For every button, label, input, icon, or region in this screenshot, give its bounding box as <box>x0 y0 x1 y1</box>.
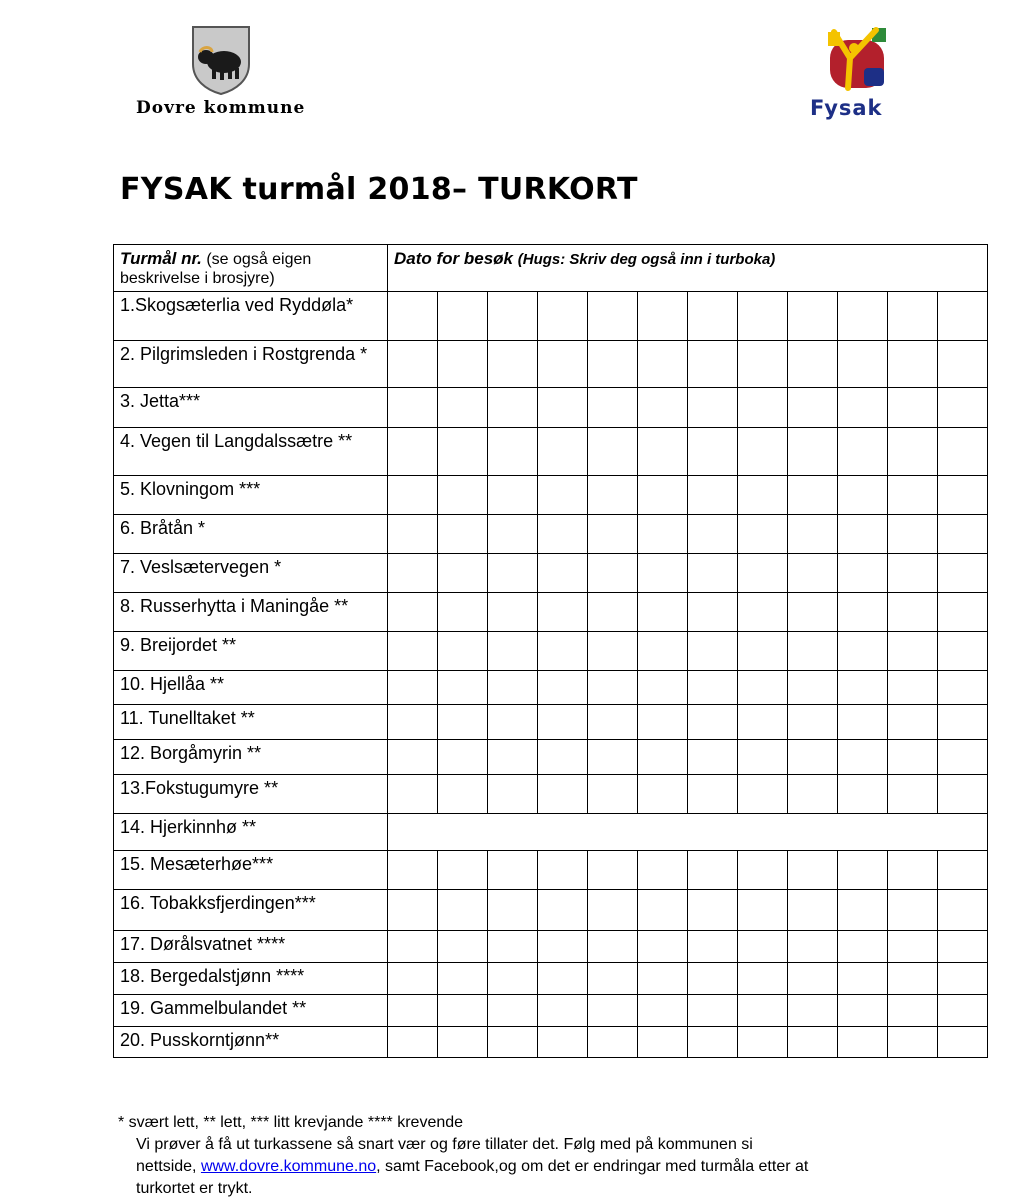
date-cell[interactable] <box>938 671 988 705</box>
date-cell[interactable] <box>888 890 938 931</box>
date-cell[interactable] <box>588 851 638 890</box>
date-cell[interactable] <box>588 740 638 775</box>
date-cell[interactable] <box>588 931 638 963</box>
date-cell[interactable] <box>738 963 788 995</box>
table-row <box>114 428 988 476</box>
date-cell[interactable] <box>838 775 888 814</box>
date-cell[interactable] <box>538 775 588 814</box>
turmal-label: 12. Borgåmyrin ** <box>114 740 388 775</box>
date-cell[interactable] <box>638 632 688 671</box>
date-cell[interactable] <box>388 740 438 775</box>
date-cell[interactable] <box>388 775 438 814</box>
date-cell[interactable] <box>888 1027 938 1058</box>
date-cell[interactable] <box>938 554 988 593</box>
date-cell[interactable] <box>438 428 488 476</box>
footer-line-3: turkortet er trykt. <box>136 1180 253 1197</box>
fysak-figure-icon <box>824 26 890 92</box>
date-cell[interactable] <box>888 515 938 554</box>
date-cell[interactable] <box>388 995 438 1027</box>
date-cell[interactable] <box>738 851 788 890</box>
date-cell[interactable] <box>738 995 788 1027</box>
turmal-label: 13.Fokstugumyre ** <box>114 775 388 814</box>
date-cell[interactable] <box>588 995 638 1027</box>
table-row <box>114 515 988 554</box>
date-cell[interactable] <box>538 851 588 890</box>
date-cell[interactable] <box>688 1027 738 1058</box>
date-cell[interactable] <box>688 388 738 428</box>
date-cell[interactable] <box>488 890 538 931</box>
date-cell[interactable] <box>488 476 538 515</box>
dovre-kommune-text: Dovre kommune <box>136 98 306 118</box>
date-cell[interactable] <box>688 632 738 671</box>
date-cell[interactable] <box>788 775 838 814</box>
date-cell[interactable] <box>888 476 938 515</box>
date-cell[interactable] <box>938 890 988 931</box>
date-cell[interactable] <box>788 554 838 593</box>
date-cell[interactable] <box>588 775 638 814</box>
date-cell[interactable] <box>388 671 438 705</box>
date-cell[interactable] <box>488 593 538 632</box>
date-cell[interactable] <box>938 515 988 554</box>
date-cell[interactable] <box>838 995 888 1027</box>
date-cell[interactable] <box>738 341 788 388</box>
turmal-label: 18. Bergedalstjønn **** <box>114 963 388 995</box>
date-cell[interactable] <box>438 851 488 890</box>
turmal-label: 20. Pusskorntjønn** <box>114 1027 388 1058</box>
date-cell[interactable] <box>838 740 888 775</box>
date-cell[interactable] <box>588 963 638 995</box>
date-cell[interactable] <box>688 515 738 554</box>
table-row <box>114 740 988 775</box>
date-cell[interactable] <box>638 740 688 775</box>
date-cell[interactable] <box>588 1027 638 1058</box>
date-cell[interactable] <box>738 388 788 428</box>
date-cell[interactable] <box>438 388 488 428</box>
col-header-dato <box>388 245 988 292</box>
date-cell[interactable] <box>438 632 488 671</box>
date-cell[interactable] <box>738 890 788 931</box>
date-cell[interactable] <box>638 388 688 428</box>
date-cell[interactable] <box>638 931 688 963</box>
table-row <box>114 814 988 851</box>
date-cell[interactable] <box>788 705 838 740</box>
date-cell[interactable] <box>838 554 888 593</box>
date-cell[interactable] <box>388 632 438 671</box>
turmal-label: 9. Breijordet ** <box>114 632 388 671</box>
date-cell[interactable] <box>488 705 538 740</box>
date-cell[interactable] <box>638 515 688 554</box>
date-cell[interactable] <box>888 554 938 593</box>
date-cell[interactable] <box>688 292 738 341</box>
date-cell[interactable] <box>388 1027 438 1058</box>
date-cell[interactable] <box>888 388 938 428</box>
date-cell[interactable] <box>888 292 938 341</box>
date-cell[interactable] <box>438 775 488 814</box>
date-cell[interactable] <box>438 995 488 1027</box>
date-cell[interactable] <box>838 1027 888 1058</box>
date-cell[interactable] <box>738 931 788 963</box>
date-cell[interactable] <box>838 515 888 554</box>
date-cell[interactable] <box>388 705 438 740</box>
date-cell[interactable] <box>488 632 538 671</box>
date-cell[interactable] <box>388 963 438 995</box>
date-cell[interactable] <box>888 995 938 1027</box>
date-cell[interactable] <box>638 890 688 931</box>
turmal-label: 17. Dørålsvatnet **** <box>114 931 388 963</box>
date-cell[interactable] <box>638 705 688 740</box>
date-cell[interactable] <box>388 931 438 963</box>
table-row <box>114 851 988 890</box>
table-row <box>114 632 988 671</box>
date-cell[interactable] <box>438 890 488 931</box>
date-cell[interactable] <box>638 476 688 515</box>
col-header-turmal-bold: Turmål nr. <box>120 249 202 268</box>
date-cell[interactable] <box>488 388 538 428</box>
date-cell[interactable] <box>688 963 738 995</box>
date-cell[interactable] <box>488 995 538 1027</box>
date-cell[interactable] <box>738 671 788 705</box>
date-cell[interactable] <box>738 632 788 671</box>
date-cell[interactable] <box>738 775 788 814</box>
date-cell[interactable] <box>688 554 738 593</box>
date-cell[interactable] <box>788 963 838 995</box>
date-cell[interactable] <box>538 341 588 388</box>
date-cell[interactable] <box>538 593 588 632</box>
date-cell[interactable] <box>538 476 588 515</box>
date-cell[interactable] <box>838 476 888 515</box>
date-cell[interactable] <box>588 632 638 671</box>
date-cell[interactable] <box>388 341 438 388</box>
date-cell[interactable] <box>488 515 538 554</box>
date-cell[interactable] <box>788 341 838 388</box>
date-cell[interactable] <box>938 931 988 963</box>
date-cell[interactable] <box>938 705 988 740</box>
date-cell[interactable] <box>888 740 938 775</box>
date-cell[interactable] <box>838 341 888 388</box>
table-row <box>114 671 988 705</box>
date-cell[interactable] <box>438 341 488 388</box>
date-cell[interactable] <box>738 1027 788 1058</box>
col-header-turmal-rest: (se også eigen beskrivelse i brosjyre) <box>120 251 312 287</box>
date-cell[interactable] <box>538 292 588 341</box>
date-cell[interactable] <box>888 671 938 705</box>
date-cell[interactable] <box>938 593 988 632</box>
date-cell[interactable] <box>838 851 888 890</box>
date-cell[interactable] <box>588 292 638 341</box>
date-cell[interactable] <box>638 671 688 705</box>
table-row <box>114 1027 988 1058</box>
date-cell[interactable] <box>438 1027 488 1058</box>
date-cell[interactable] <box>738 740 788 775</box>
date-cell[interactable] <box>438 476 488 515</box>
col-header-dato-bold: Dato for besøk <box>394 249 514 268</box>
turmal-label: 2. Pilgrimsleden i Rostgrenda * <box>114 341 388 388</box>
date-cell[interactable] <box>788 740 838 775</box>
table-header-row <box>114 245 988 292</box>
date-cell[interactable] <box>838 388 888 428</box>
date-cell[interactable] <box>738 476 788 515</box>
date-cell[interactable] <box>538 388 588 428</box>
turmal-label: 6. Bråtån * <box>114 515 388 554</box>
turmal-label: 5. Klovningom *** <box>114 476 388 515</box>
date-cell[interactable] <box>738 705 788 740</box>
date-cell[interactable] <box>838 705 888 740</box>
date-cell[interactable] <box>838 428 888 476</box>
date-cell[interactable] <box>588 428 638 476</box>
date-cell[interactable] <box>488 292 538 341</box>
date-cell[interactable] <box>538 428 588 476</box>
date-cell[interactable] <box>688 851 738 890</box>
date-cell[interactable] <box>588 671 638 705</box>
date-cell[interactable] <box>688 593 738 632</box>
turmal-label: 16. Tobakksfjerdingen*** <box>114 890 388 931</box>
date-cell[interactable] <box>488 1027 538 1058</box>
date-cell[interactable] <box>688 476 738 515</box>
date-cell[interactable] <box>938 388 988 428</box>
date-cell[interactable] <box>738 428 788 476</box>
date-cell[interactable] <box>438 931 488 963</box>
date-cell[interactable] <box>888 428 938 476</box>
turkort-table <box>113 244 988 1058</box>
date-cell[interactable] <box>538 890 588 931</box>
footer-line-1: Vi prøver å få ut turkassene så snart vær og føre tillater det. Følg med på kommunen si <box>136 1136 753 1153</box>
date-cell[interactable] <box>388 890 438 931</box>
date-cell[interactable] <box>538 554 588 593</box>
date-cell[interactable] <box>788 1027 838 1058</box>
date-cell[interactable] <box>788 593 838 632</box>
date-cell[interactable] <box>538 705 588 740</box>
date-cell[interactable] <box>938 740 988 775</box>
date-cell[interactable] <box>588 890 638 931</box>
date-cell[interactable] <box>638 554 688 593</box>
table-row <box>114 388 988 428</box>
turmal-label: 11. Tunelltaket ** <box>114 705 388 740</box>
date-cell[interactable] <box>638 428 688 476</box>
turmal-label: 19. Gammelbulandet ** <box>114 995 388 1027</box>
date-cell[interactable] <box>588 476 638 515</box>
date-cell[interactable] <box>638 963 688 995</box>
date-cell[interactable] <box>738 515 788 554</box>
date-cell[interactable] <box>938 476 988 515</box>
col-header-turmal <box>114 245 388 292</box>
date-cell[interactable] <box>938 1027 988 1058</box>
date-cell[interactable] <box>788 851 838 890</box>
date-cell[interactable] <box>938 632 988 671</box>
date-cell[interactable] <box>438 705 488 740</box>
footer-line-2-post: , samt Facebook,og om det er endringar med turmåla etter at <box>376 1158 809 1175</box>
date-cell[interactable] <box>638 995 688 1027</box>
turmal-label: 7. Veslsætervegen * <box>114 554 388 593</box>
date-cell[interactable] <box>488 740 538 775</box>
date-cell[interactable] <box>938 995 988 1027</box>
turmal-label: 14. Hjerkinnhø ** <box>114 814 388 851</box>
date-cell[interactable] <box>788 890 838 931</box>
date-cell[interactable] <box>538 931 588 963</box>
date-cell[interactable] <box>638 775 688 814</box>
date-cell[interactable] <box>888 593 938 632</box>
date-cell[interactable] <box>788 931 838 963</box>
date-cell[interactable] <box>488 775 538 814</box>
merged-date-cell[interactable] <box>388 814 988 851</box>
date-cell[interactable] <box>388 515 438 554</box>
date-cell[interactable] <box>588 341 638 388</box>
date-cell[interactable] <box>588 705 638 740</box>
date-cell[interactable] <box>938 292 988 341</box>
date-cell[interactable] <box>788 476 838 515</box>
fysak-text: Fysak <box>810 96 883 120</box>
date-cell[interactable] <box>688 428 738 476</box>
date-cell[interactable] <box>788 671 838 705</box>
date-cell[interactable] <box>638 292 688 341</box>
date-cell[interactable] <box>838 890 888 931</box>
date-cell[interactable] <box>888 632 938 671</box>
date-cell[interactable] <box>638 593 688 632</box>
date-cell[interactable] <box>638 1027 688 1058</box>
date-cell[interactable] <box>888 341 938 388</box>
table-row <box>114 554 988 593</box>
table-row <box>114 292 988 341</box>
date-cell[interactable] <box>638 341 688 388</box>
date-cell[interactable] <box>788 292 838 341</box>
date-cell[interactable] <box>688 995 738 1027</box>
date-cell[interactable] <box>488 851 538 890</box>
date-cell[interactable] <box>888 851 938 890</box>
date-cell[interactable] <box>888 775 938 814</box>
turmal-label: 8. Russerhytta i Maningåe ** <box>114 593 388 632</box>
turmal-label: 10. Hjellåa ** <box>114 671 388 705</box>
date-cell[interactable] <box>688 341 738 388</box>
date-cell[interactable] <box>938 851 988 890</box>
date-cell[interactable] <box>538 671 588 705</box>
date-cell[interactable] <box>688 931 738 963</box>
date-cell[interactable] <box>488 671 538 705</box>
date-cell[interactable] <box>388 428 438 476</box>
table-row <box>114 705 988 740</box>
date-cell[interactable] <box>488 341 538 388</box>
date-cell[interactable] <box>538 1027 588 1058</box>
date-cell[interactable] <box>588 515 638 554</box>
date-cell[interactable] <box>438 554 488 593</box>
date-cell[interactable] <box>938 341 988 388</box>
date-cell[interactable] <box>738 292 788 341</box>
date-cell[interactable] <box>688 890 738 931</box>
date-cell[interactable] <box>538 632 588 671</box>
turmal-label: 4. Vegen til Langdalssætre ** <box>114 428 388 476</box>
date-cell[interactable] <box>838 671 888 705</box>
dovre-kommune-logo <box>134 22 314 122</box>
date-cell[interactable] <box>838 292 888 341</box>
date-cell[interactable] <box>388 476 438 515</box>
date-cell[interactable] <box>838 593 888 632</box>
date-cell[interactable] <box>438 963 488 995</box>
muskox-shield-icon <box>190 24 252 96</box>
date-cell[interactable] <box>838 632 888 671</box>
page-title: FYSAK turmål 2018– TURKORT <box>120 172 638 207</box>
date-cell[interactable] <box>538 740 588 775</box>
date-cell[interactable] <box>938 428 988 476</box>
table-row <box>114 963 988 995</box>
date-cell[interactable] <box>488 428 538 476</box>
turmal-label: 1.Skogsæterlia ved Ryddøla* <box>114 292 388 341</box>
date-cell[interactable] <box>438 515 488 554</box>
date-cell[interactable] <box>488 963 538 995</box>
date-cell[interactable] <box>938 775 988 814</box>
date-cell[interactable] <box>888 931 938 963</box>
date-cell[interactable] <box>688 775 738 814</box>
date-cell[interactable] <box>788 632 838 671</box>
date-cell[interactable] <box>388 388 438 428</box>
date-cell[interactable] <box>588 593 638 632</box>
date-cell[interactable] <box>388 554 438 593</box>
turmal-label: 15. Mesæterhøe*** <box>114 851 388 890</box>
date-cell[interactable] <box>538 963 588 995</box>
date-cell[interactable] <box>388 292 438 341</box>
date-cell[interactable] <box>838 963 888 995</box>
date-cell[interactable] <box>588 554 638 593</box>
table-row <box>114 890 988 931</box>
date-cell[interactable] <box>788 995 838 1027</box>
date-cell[interactable] <box>788 515 838 554</box>
table-row <box>114 931 988 963</box>
fysak-logo <box>806 26 906 126</box>
date-cell[interactable] <box>738 554 788 593</box>
col-header-dato-rest: (Hugs: Skriv deg også inn i turboka) <box>517 251 776 268</box>
date-cell[interactable] <box>788 428 838 476</box>
date-cell[interactable] <box>838 931 888 963</box>
date-cell[interactable] <box>688 740 738 775</box>
dovre-kommune-link[interactable]: www.dovre.kommune.no <box>200 1158 377 1175</box>
table-row <box>114 775 988 814</box>
date-cell[interactable] <box>388 851 438 890</box>
date-cell[interactable] <box>888 705 938 740</box>
date-cell[interactable] <box>538 515 588 554</box>
date-cell[interactable] <box>738 593 788 632</box>
table-row <box>114 341 988 388</box>
date-cell[interactable] <box>788 388 838 428</box>
date-cell[interactable] <box>488 931 538 963</box>
date-cell[interactable] <box>438 593 488 632</box>
table-row <box>114 476 988 515</box>
date-cell[interactable] <box>688 671 738 705</box>
date-cell[interactable] <box>688 705 738 740</box>
footer-note <box>118 1112 978 1200</box>
date-cell[interactable] <box>638 851 688 890</box>
date-cell[interactable] <box>438 740 488 775</box>
turmal-label: 3. Jetta*** <box>114 388 388 428</box>
date-cell[interactable] <box>588 388 638 428</box>
date-cell[interactable] <box>388 593 438 632</box>
date-cell[interactable] <box>538 995 588 1027</box>
date-cell[interactable] <box>888 963 938 995</box>
footer-line-2-pre: nettside, <box>136 1158 201 1175</box>
date-cell[interactable] <box>938 963 988 995</box>
table-row <box>114 593 988 632</box>
date-cell[interactable] <box>488 554 538 593</box>
date-cell[interactable] <box>438 292 488 341</box>
date-cell[interactable] <box>438 671 488 705</box>
difficulty-legend: * svært lett, ** lett, *** litt krevjande **** krevende <box>118 1114 464 1131</box>
table-row <box>114 995 988 1027</box>
footer-line-2 <box>118 1156 978 1178</box>
